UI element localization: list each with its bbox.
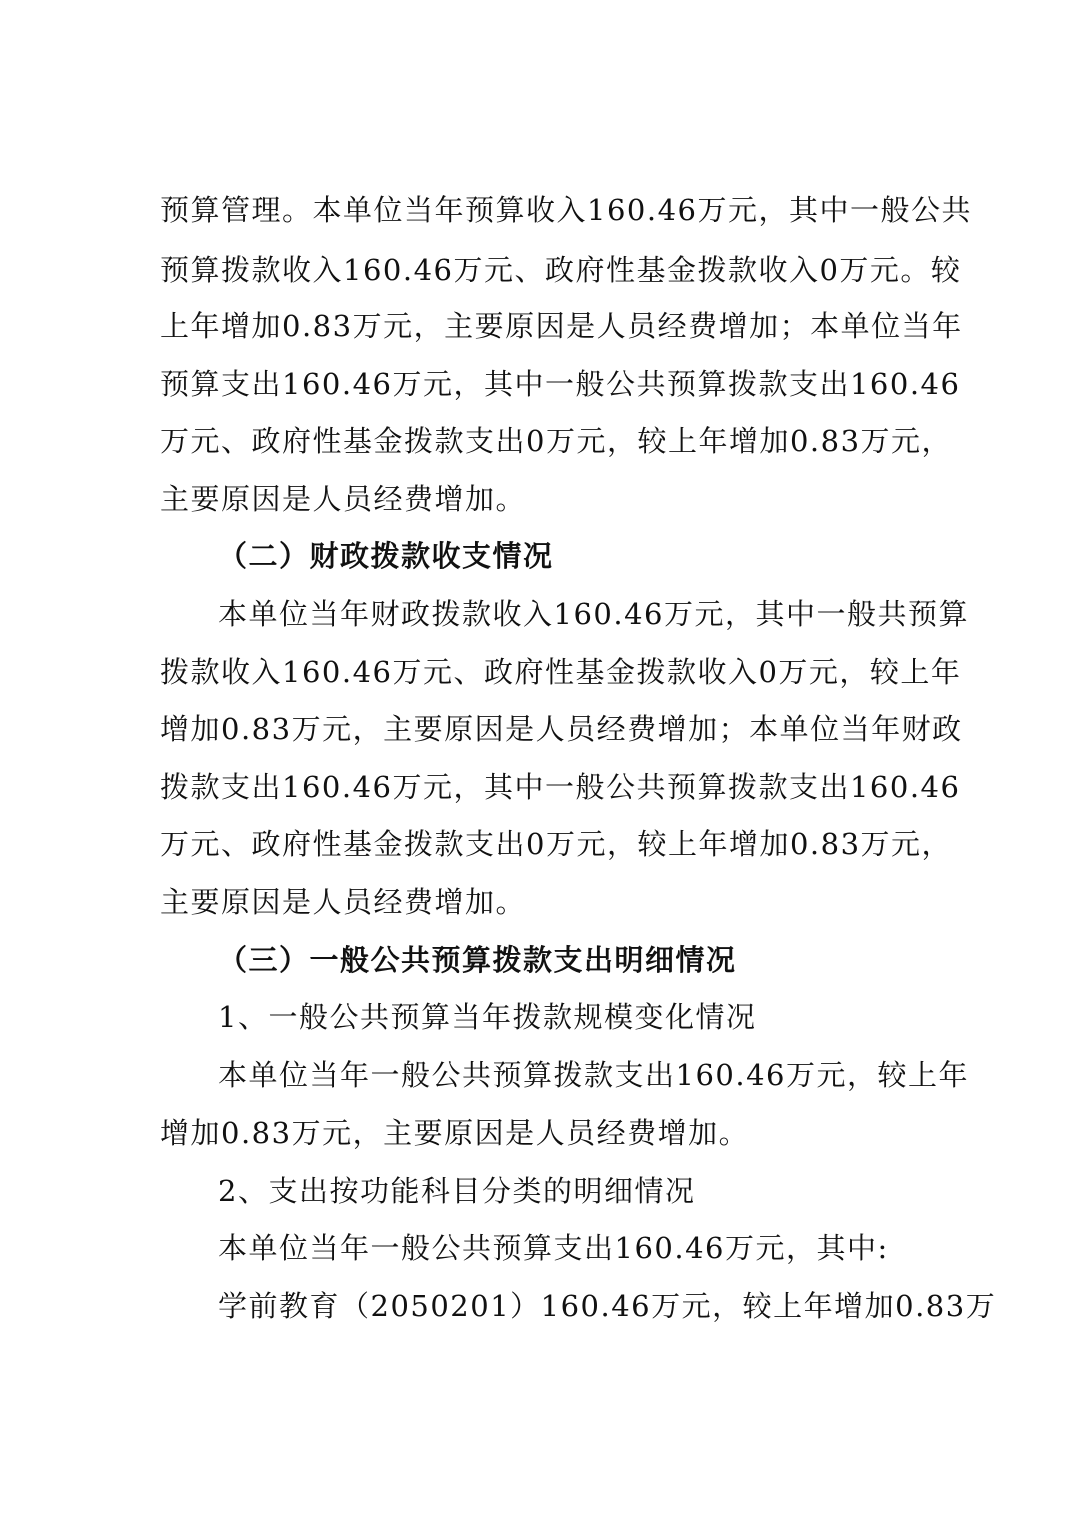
paragraph-line: 学前教育（2050201）160.46万元，较上年增加0.83万 [218,1289,997,1323]
section-heading: （三）一般公共预算拨款支出明细情况 [218,943,737,977]
paragraph-line: 万元、政府性基金拨款支出0万元，较上年增加0.83万元， [160,827,953,861]
paragraph-line: 上年增加0.83万元，主要原因是人员经费增加；本单位当年 [160,309,963,343]
paragraph-line: 增加0.83万元，主要原因是人员经费增加。 [160,1116,750,1150]
paragraph-line: 预算管理。本单位当年预算收入160.46万元，其中一般公共 [160,193,972,227]
paragraph-line: 本单位当年一般公共预算支出160.46万元，其中: [218,1231,889,1265]
paragraph-line: 万元、政府性基金拨款支出0万元，较上年增加0.83万元， [160,424,953,458]
paragraph-line: 主要原因是人员经费增加。 [160,885,527,919]
paragraph-line: 本单位当年财政拨款收入160.46万元，其中一般共预算 [218,597,969,631]
paragraph-line: 本单位当年一般公共预算拨款支出160.46万元，较上年 [218,1058,969,1092]
subsection-heading: 2、支出按功能科目分类的明细情况 [218,1174,696,1208]
section-heading: （二）财政拨款收支情况 [218,539,554,573]
subsection-heading: 1、一般公共预算当年拨款规模变化情况 [218,1000,757,1034]
paragraph-line: 主要原因是人员经费增加。 [160,482,527,516]
paragraph-line: 增加0.83万元，主要原因是人员经费增加；本单位当年财政 [160,712,963,746]
paragraph-line: 拨款收入160.46万元、政府性基金拨款收入0万元，较上年 [160,655,962,689]
paragraph-line: 预算拨款收入160.46万元、政府性基金拨款收入0万元。较 [160,253,962,287]
paragraph-line: 预算支出160.46万元，其中一般公共预算拨款支出160.46 [160,367,961,401]
paragraph-line: 拨款支出160.46万元，其中一般公共预算拨款支出160.46 [160,770,961,804]
